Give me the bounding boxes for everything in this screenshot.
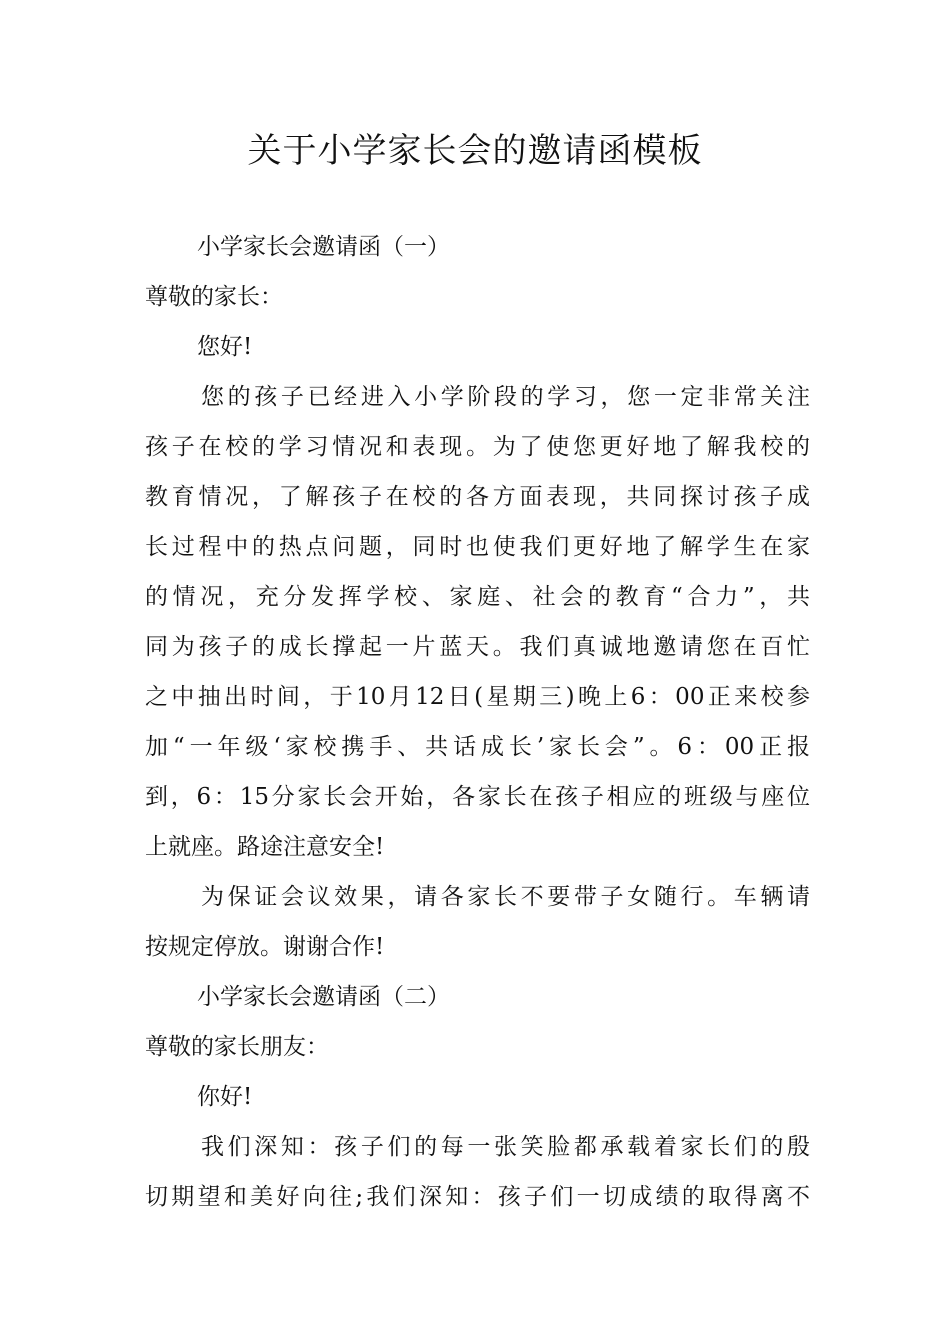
paragraph-line: 同为孩子的成长撑起一片蓝天。我们真诚地邀请您在百忙 (145, 634, 810, 660)
paragraph-line: 我们深知：孩子们的每一张笑脸都承载着家长们的殷 (201, 1134, 810, 1160)
paragraph-line: 之中抽出时间，于10月12日(星期三)晚上6：00正来校参 (145, 684, 810, 710)
paragraph-line: 的情况，充分发挥学校、家庭、社会的教育“合力”，共 (145, 584, 810, 610)
paragraph-line: 按规定停放。谢谢合作! (145, 934, 385, 960)
letter-one-salutation: 尊敬的家长： (145, 284, 283, 310)
paragraph-line: 教育情况，了解孩子在校的各方面表现，共同探讨孩子成 (145, 484, 810, 510)
letter-two-heading: 小学家长会邀请函（二） (197, 984, 450, 1010)
letter-two-salutation: 尊敬的家长朋友： (145, 1034, 329, 1060)
document-body (145, 222, 810, 1222)
document-title: 关于小学家长会的邀请函模板 (247, 131, 703, 171)
paragraph-line: 您的孩子已经进入小学阶段的学习，您一定非常关注 (201, 384, 810, 410)
paragraph-line: 上就座。路途注意安全! (145, 834, 385, 860)
paragraph-line: 切期望和美好向往;我们深知：孩子们一切成绩的取得离不 (145, 1184, 810, 1210)
paragraph-line: 到，6：15分家长会开始，各家长在孩子相应的班级与座位 (145, 784, 810, 810)
letter-two-greeting: 你好! (197, 1084, 253, 1110)
paragraph-line: 长过程中的热点问题，同时也使我们更好地了解学生在家 (145, 534, 810, 560)
letter-one-greeting: 您好! (197, 334, 253, 360)
letter-one-heading: 小学家长会邀请函（一） (197, 234, 450, 260)
paragraph-line: 加“一年级‘家校携手、共话成长’家长会”。6：00正报 (145, 734, 810, 760)
paragraph-line: 孩子在校的学习情况和表现。为了使您更好地了解我校的 (145, 434, 810, 460)
paragraph-line: 为保证会议效果，请各家长不要带子女随行。车辆请 (201, 884, 810, 910)
